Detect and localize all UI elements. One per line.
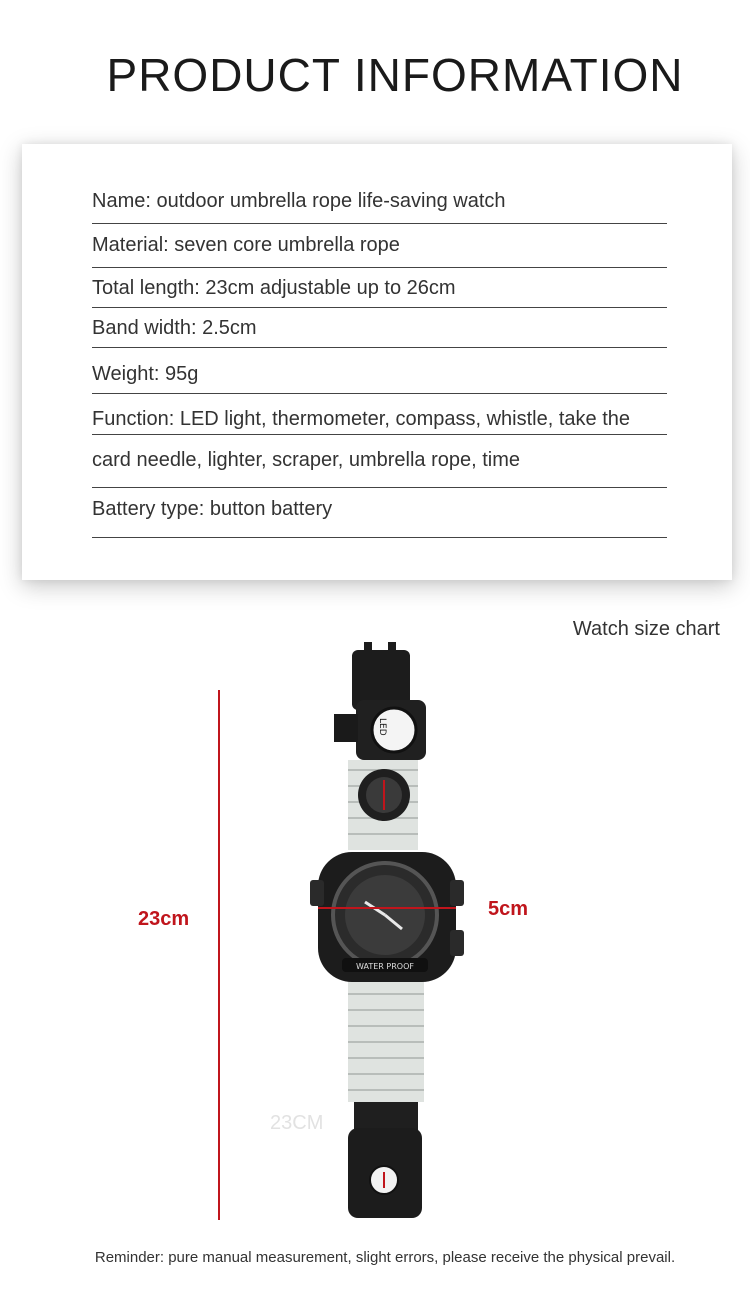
water-proof-label: WATER PROOF [356,962,414,971]
watch-illustration [290,640,490,1230]
spec-weight: Weight: 95g [92,348,667,394]
watch-image [290,640,490,1230]
width-dimension-label: 5cm [488,898,529,920]
spec-card [22,144,732,580]
led-label: LED [377,718,387,736]
size-chart-label: Watch size chart [572,618,720,640]
length-dimension-label: 23cm [138,908,190,930]
reminder-note: Reminder: pure manual measurement, slight errors, please receive the physical prevail. [94,1249,676,1266]
spec-band-width: Band width: 2.5cm [92,308,667,348]
watermark-text: 23CM [270,1112,324,1134]
spec-list [92,180,667,538]
spec-material: Material: seven core umbrella rope [92,224,667,268]
page-title: PRODUCT INFORMATION [106,49,684,101]
spec-battery-type: Battery type: button battery [92,488,667,538]
spec-function-line2: card needle, lighter, scraper, umbrella rope, time [92,449,520,471]
spec-function-line1: Function: LED light, thermometer, compass, whistle, take the [92,394,667,435]
spec-function [92,394,667,488]
length-dimension-line [218,690,220,1220]
spec-name: Name: outdoor umbrella rope life-saving watch [92,180,667,224]
spec-total-length: Total length: 23cm adjustable up to 26cm [92,268,667,308]
